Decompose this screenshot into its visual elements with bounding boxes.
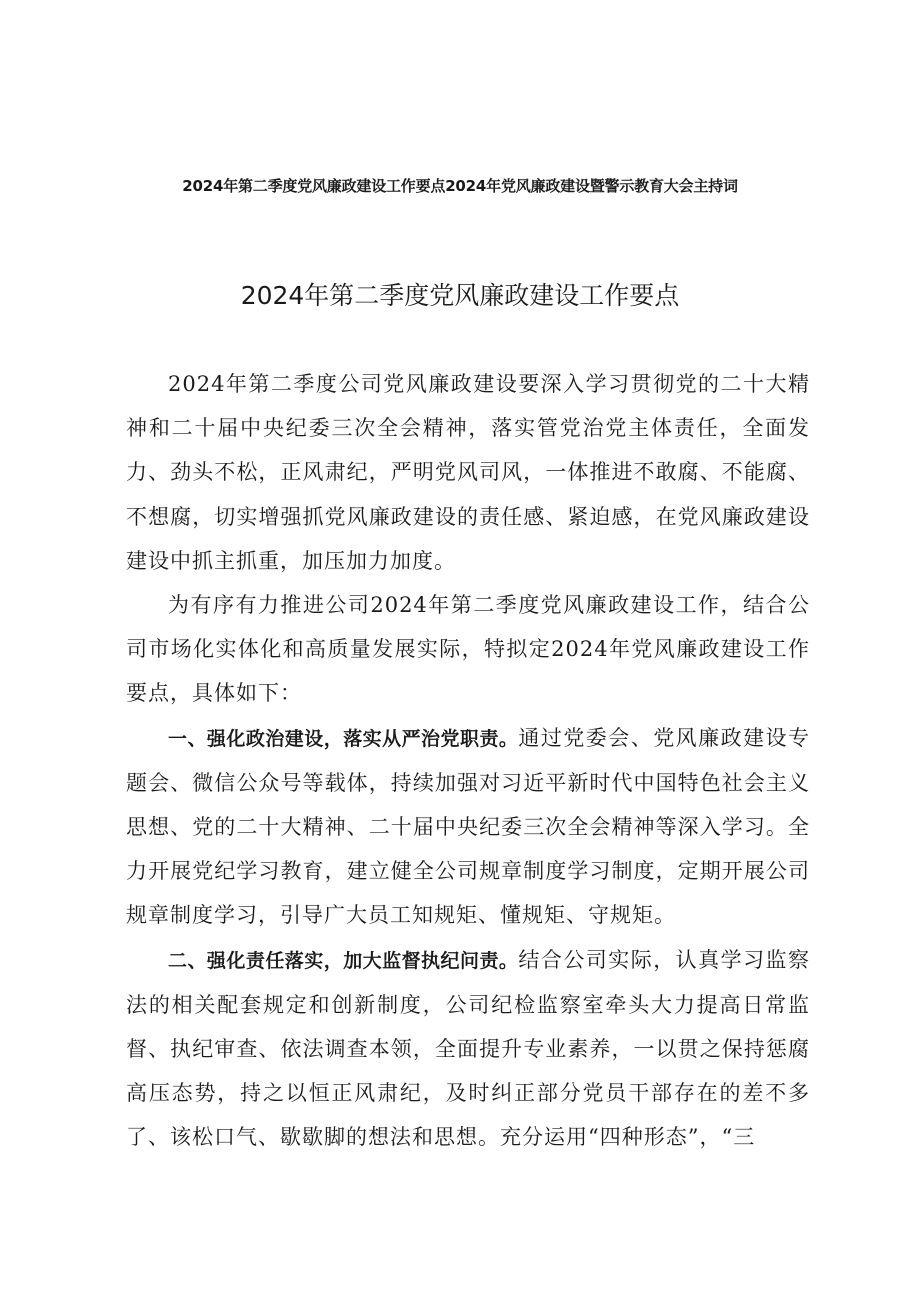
paragraph-text: 结合公司实际，认真学习监察法的相关配套规定和创新制度，公司纪检监察室牵头大力提高日常监督、执纪审查、依法调查本领，全面提升专业素养，一以贯之保持惩腐高压态势，持之以恒正风肃纪，及时纠正部分党员干部存在的差不多了、该松口气、歇歇脚的想法和思想。充分运用“四种形态”，“三 (126, 947, 810, 1150)
paragraph-text: 2024年第二季度公司党风廉政建设要深入学习贯彻党的二十大精神和二十届中央纪委三次全会精神，落实管党治党主体责任，全面发力、劲头不松，正风肃纪，严明党风司风，一体推进不敢腐、不能腐、不想腐，切实增强抓党风廉政建设的责任感、紧迫感，在党风廉政建设建设中抓主抓重，加压加力加度。 (126, 372, 810, 573)
paragraph-text: 为有序有力推进公司2024年第二季度党风廉政建设工作，结合公司市场化实体化和高质量发展实际，特拟定2024年党风廉政建设工作要点，具体如下： (126, 593, 810, 706)
paragraph-section-one (126, 716, 810, 938)
paragraph-purpose (126, 583, 810, 716)
section-heading: 二、强化责任落实，加大监督执纪问责。 (168, 949, 519, 972)
paragraph-text: 通过党委会、党风廉政建设专题会、微信公众号等载体，持续加强对习近平新时代中国特色社会主义思想、党的二十大精神、二十届中央纪委三次全会精神等深入学习。全力开展党纪学习教育，建立健全公司规章制度学习制度，定期开展公司规章制度学习，引导广大员工知规矩、懂规矩、守规矩。 (126, 725, 810, 928)
paragraph-section-two (126, 938, 810, 1160)
section-heading: 一、强化政治建设，落实从严治党职责。 (168, 727, 519, 750)
paragraph-intro (126, 362, 810, 583)
document-body (126, 362, 810, 1160)
combined-document-header: 2024年第二季度党风廉政建设工作要点2024年党风廉政建设暨警示教育大会主持词 (182, 177, 738, 195)
document-title: 2024年第二季度党风廉政建设工作要点 (240, 281, 680, 310)
